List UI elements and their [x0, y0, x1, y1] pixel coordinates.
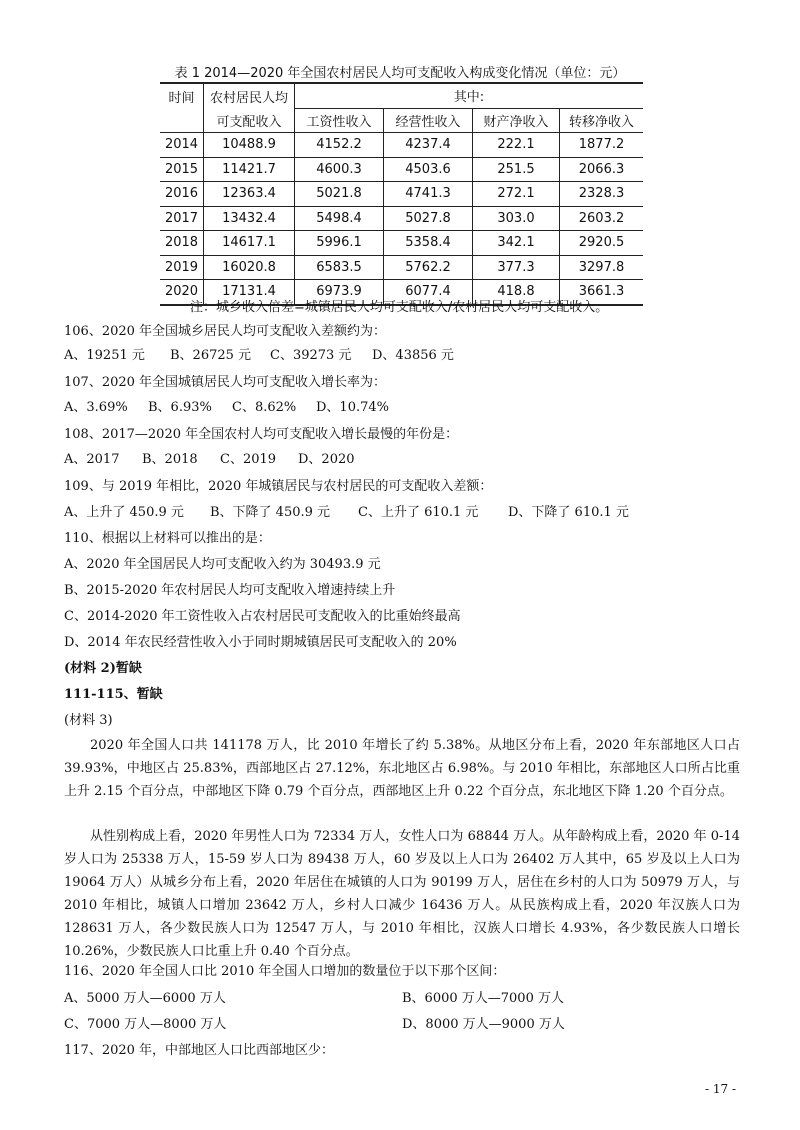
question-117: 117、2020 年，中部地区人口比西部地区少：	[64, 1043, 335, 1058]
table-note: 注：城乡收入倍差=城镇居民人均可支配收入/农村居民人均可支配收入。	[190, 300, 609, 315]
table-row	[160, 133, 643, 158]
option-108-d: D、2020	[298, 452, 355, 467]
cell-wage: 6973.9	[295, 280, 384, 305]
cell-year: 2020	[160, 280, 204, 305]
option-107-b: B、6.93%	[148, 400, 212, 415]
cell-year: 2016	[160, 182, 204, 207]
option-106-d: D、43856 元	[372, 348, 454, 363]
option-108-a: A、2017	[64, 452, 120, 467]
cell-rural-income: 14617.1	[204, 231, 295, 256]
option-110-c: C、2014-2020 年工资性收入占农村居民可支配收入的比重始终最高	[64, 609, 461, 624]
cell-property: 342.1	[473, 231, 560, 256]
header-income-line2: 可支配收入	[204, 108, 295, 133]
option-107-a: A、3.69%	[64, 400, 128, 415]
option-106-c: C、39273 元	[270, 348, 352, 363]
questions-111-115: 111-115、暂缺	[64, 687, 163, 702]
table-subheader-row	[160, 108, 643, 133]
option-116-d: D、8000 万人—9000 万人	[402, 1017, 565, 1032]
table-row	[160, 206, 643, 231]
option-116-a: A、5000 万人—6000 万人	[64, 991, 226, 1006]
cell-business: 5358.4	[384, 231, 473, 256]
cell-business: 5762.2	[384, 255, 473, 280]
cell-business: 6077.4	[384, 280, 473, 305]
cell-transfer: 2603.2	[560, 206, 644, 231]
material-2-heading: (材料 2)暂缺	[64, 661, 142, 676]
material-3-label: (材料 3)	[64, 713, 113, 728]
option-116-b: B、6000 万人—7000 万人	[402, 991, 564, 1006]
cell-year: 2014	[160, 133, 204, 158]
cell-transfer: 3661.3	[560, 280, 644, 305]
cell-rural-income: 11421.7	[204, 157, 295, 182]
cell-wage: 5498.4	[295, 206, 384, 231]
option-110-a: A、2020 年全国居民人均可支配收入约为 30493.9 元	[64, 557, 381, 572]
table-row	[160, 157, 643, 182]
material-3-paragraph-2: 从性别构成上看，2020 年男性人口为 72334 万人，女性人口为 68844 万人。从年龄构成上看，2020 年 0-14 岁人口为 25338 万人，15-59 岁人口为 89438 万人，60 岁及以上人口为 26402 万人其中，65 岁及以上人口为 19064 万人）从城乡分布上看，2020 年居住在城镇的人口为 90199 万人，居住在乡村的人口为 50979 万人，与 2010 年相比，城镇人口增加 23642 万人，乡村人口减少 16436 万人。从民族构成上看，2020 年汉族人口为 128631 万人，各少数民族人口为 12547 万人，与 2010 年相比，汉族人口增长 4.93%，各少数民族人口增长 10.26%，少数民族人口比重上升 0.40 个百分点。	[64, 829, 740, 959]
header-group: 其中:	[295, 83, 644, 108]
option-110-d: D、2014 年农民经营性收入小于同时期城镇居民可支配收入的 20%	[64, 635, 457, 650]
material-3-paragraph-1: 2020 年全国人口共 141178 万人，比 2010 年增长了约 5.38%。从地区分布上看，2020 年东部地区人口占 39.93%，中地区占 25.83%，西部地区占 27.12%，东北地区占 6.98%。与 2010 年相比，东部地区人口所占比重上升 2.15 个百分点，中部地区下降 0.79 个百分点，西部地区上升 0.22 个百分点，东北地区下降 1.20 个百分点。	[64, 738, 740, 799]
cell-year: 2017	[160, 206, 204, 231]
table-body	[160, 133, 643, 305]
cell-year: 2019	[160, 255, 204, 280]
table-title: 表 1 2014—2020 年全国农村居民人均可支配收入构成变化情况（单位：元）	[174, 66, 626, 81]
option-110-b: B、2015-2020 年农村居民人均可支配收入增速持续上升	[64, 583, 396, 598]
cell-wage: 4600.3	[295, 157, 384, 182]
option-107-c: C、8.62%	[232, 400, 297, 415]
cell-business: 5027.8	[384, 206, 473, 231]
table-header-row	[160, 83, 643, 108]
cell-transfer: 1877.2	[560, 133, 644, 158]
cell-wage: 4152.2	[295, 133, 384, 158]
header-col-transfer: 转移净收入	[560, 108, 644, 133]
cell-property: 377.3	[473, 255, 560, 280]
cell-transfer: 3297.8	[560, 255, 644, 280]
option-109-d: D、下降了 610.1 元	[508, 505, 629, 520]
question-109: 109、与 2019 年相比，2020 年城镇居民与农村居民的可支配收入差额：	[64, 479, 493, 494]
question-108: 108、2017—2020 年全国农村人均可支配收入增长最慢的年份是：	[64, 427, 459, 442]
cell-year: 2018	[160, 231, 204, 256]
cell-business: 4741.3	[384, 182, 473, 207]
cell-rural-income: 12363.4	[204, 182, 295, 207]
cell-business: 4503.6	[384, 157, 473, 182]
option-106-a: A、19251 元	[64, 348, 145, 363]
option-109-a: A、上升了 450.9 元	[64, 505, 184, 520]
table-row	[160, 231, 643, 256]
header-col-business: 经营性收入	[384, 108, 473, 133]
cell-year: 2015	[160, 157, 204, 182]
cell-property: 272.1	[473, 182, 560, 207]
table-row	[160, 255, 643, 280]
page-number: - 17 -	[704, 1082, 736, 1096]
question-116: 116、2020 年全国人口比 2010 年全国人口增加的数量位于以下那个区间：	[64, 964, 506, 979]
cell-business: 4237.4	[384, 133, 473, 158]
income-table	[160, 82, 643, 306]
header-income-line1: 农村居民人均	[204, 83, 295, 108]
table-row	[160, 182, 643, 207]
cell-property: 418.8	[473, 280, 560, 305]
header-col-wage: 工资性收入	[295, 108, 384, 133]
cell-transfer: 2920.5	[560, 231, 644, 256]
cell-property: 303.0	[473, 206, 560, 231]
option-116-c: C、7000 万人—8000 万人	[64, 1017, 227, 1032]
option-108-b: B、2018	[142, 452, 198, 467]
option-106-b: B、26725 元	[170, 348, 252, 363]
cell-transfer: 2328.3	[560, 182, 644, 207]
question-107: 107、2020 年全国城镇居民人均可支配收入增长率为：	[64, 375, 387, 390]
cell-property: 222.1	[473, 133, 560, 158]
cell-property: 251.5	[473, 157, 560, 182]
header-time: 时间	[160, 83, 204, 108]
question-106: 106、2020 年全国城乡居民人均可支配收入差额约为：	[64, 324, 387, 339]
header-time-blank	[160, 108, 204, 133]
question-110: 110、根据以上材料可以推出的是：	[64, 531, 271, 546]
cell-rural-income: 13432.4	[204, 206, 295, 231]
cell-wage: 5021.8	[295, 182, 384, 207]
option-109-c: C、上升了 610.1 元	[358, 505, 479, 520]
header-col-property: 财产净收入	[473, 108, 560, 133]
cell-wage: 5996.1	[295, 231, 384, 256]
cell-rural-income: 17131.4	[204, 280, 295, 305]
cell-transfer: 2066.3	[560, 157, 644, 182]
cell-rural-income: 16020.8	[204, 255, 295, 280]
cell-rural-income: 10488.9	[204, 133, 295, 158]
option-108-c: C、2019	[220, 452, 277, 467]
option-107-d: D、10.74%	[316, 400, 389, 415]
cell-wage: 6583.5	[295, 255, 384, 280]
option-109-b: B、下降了 450.9 元	[210, 505, 331, 520]
